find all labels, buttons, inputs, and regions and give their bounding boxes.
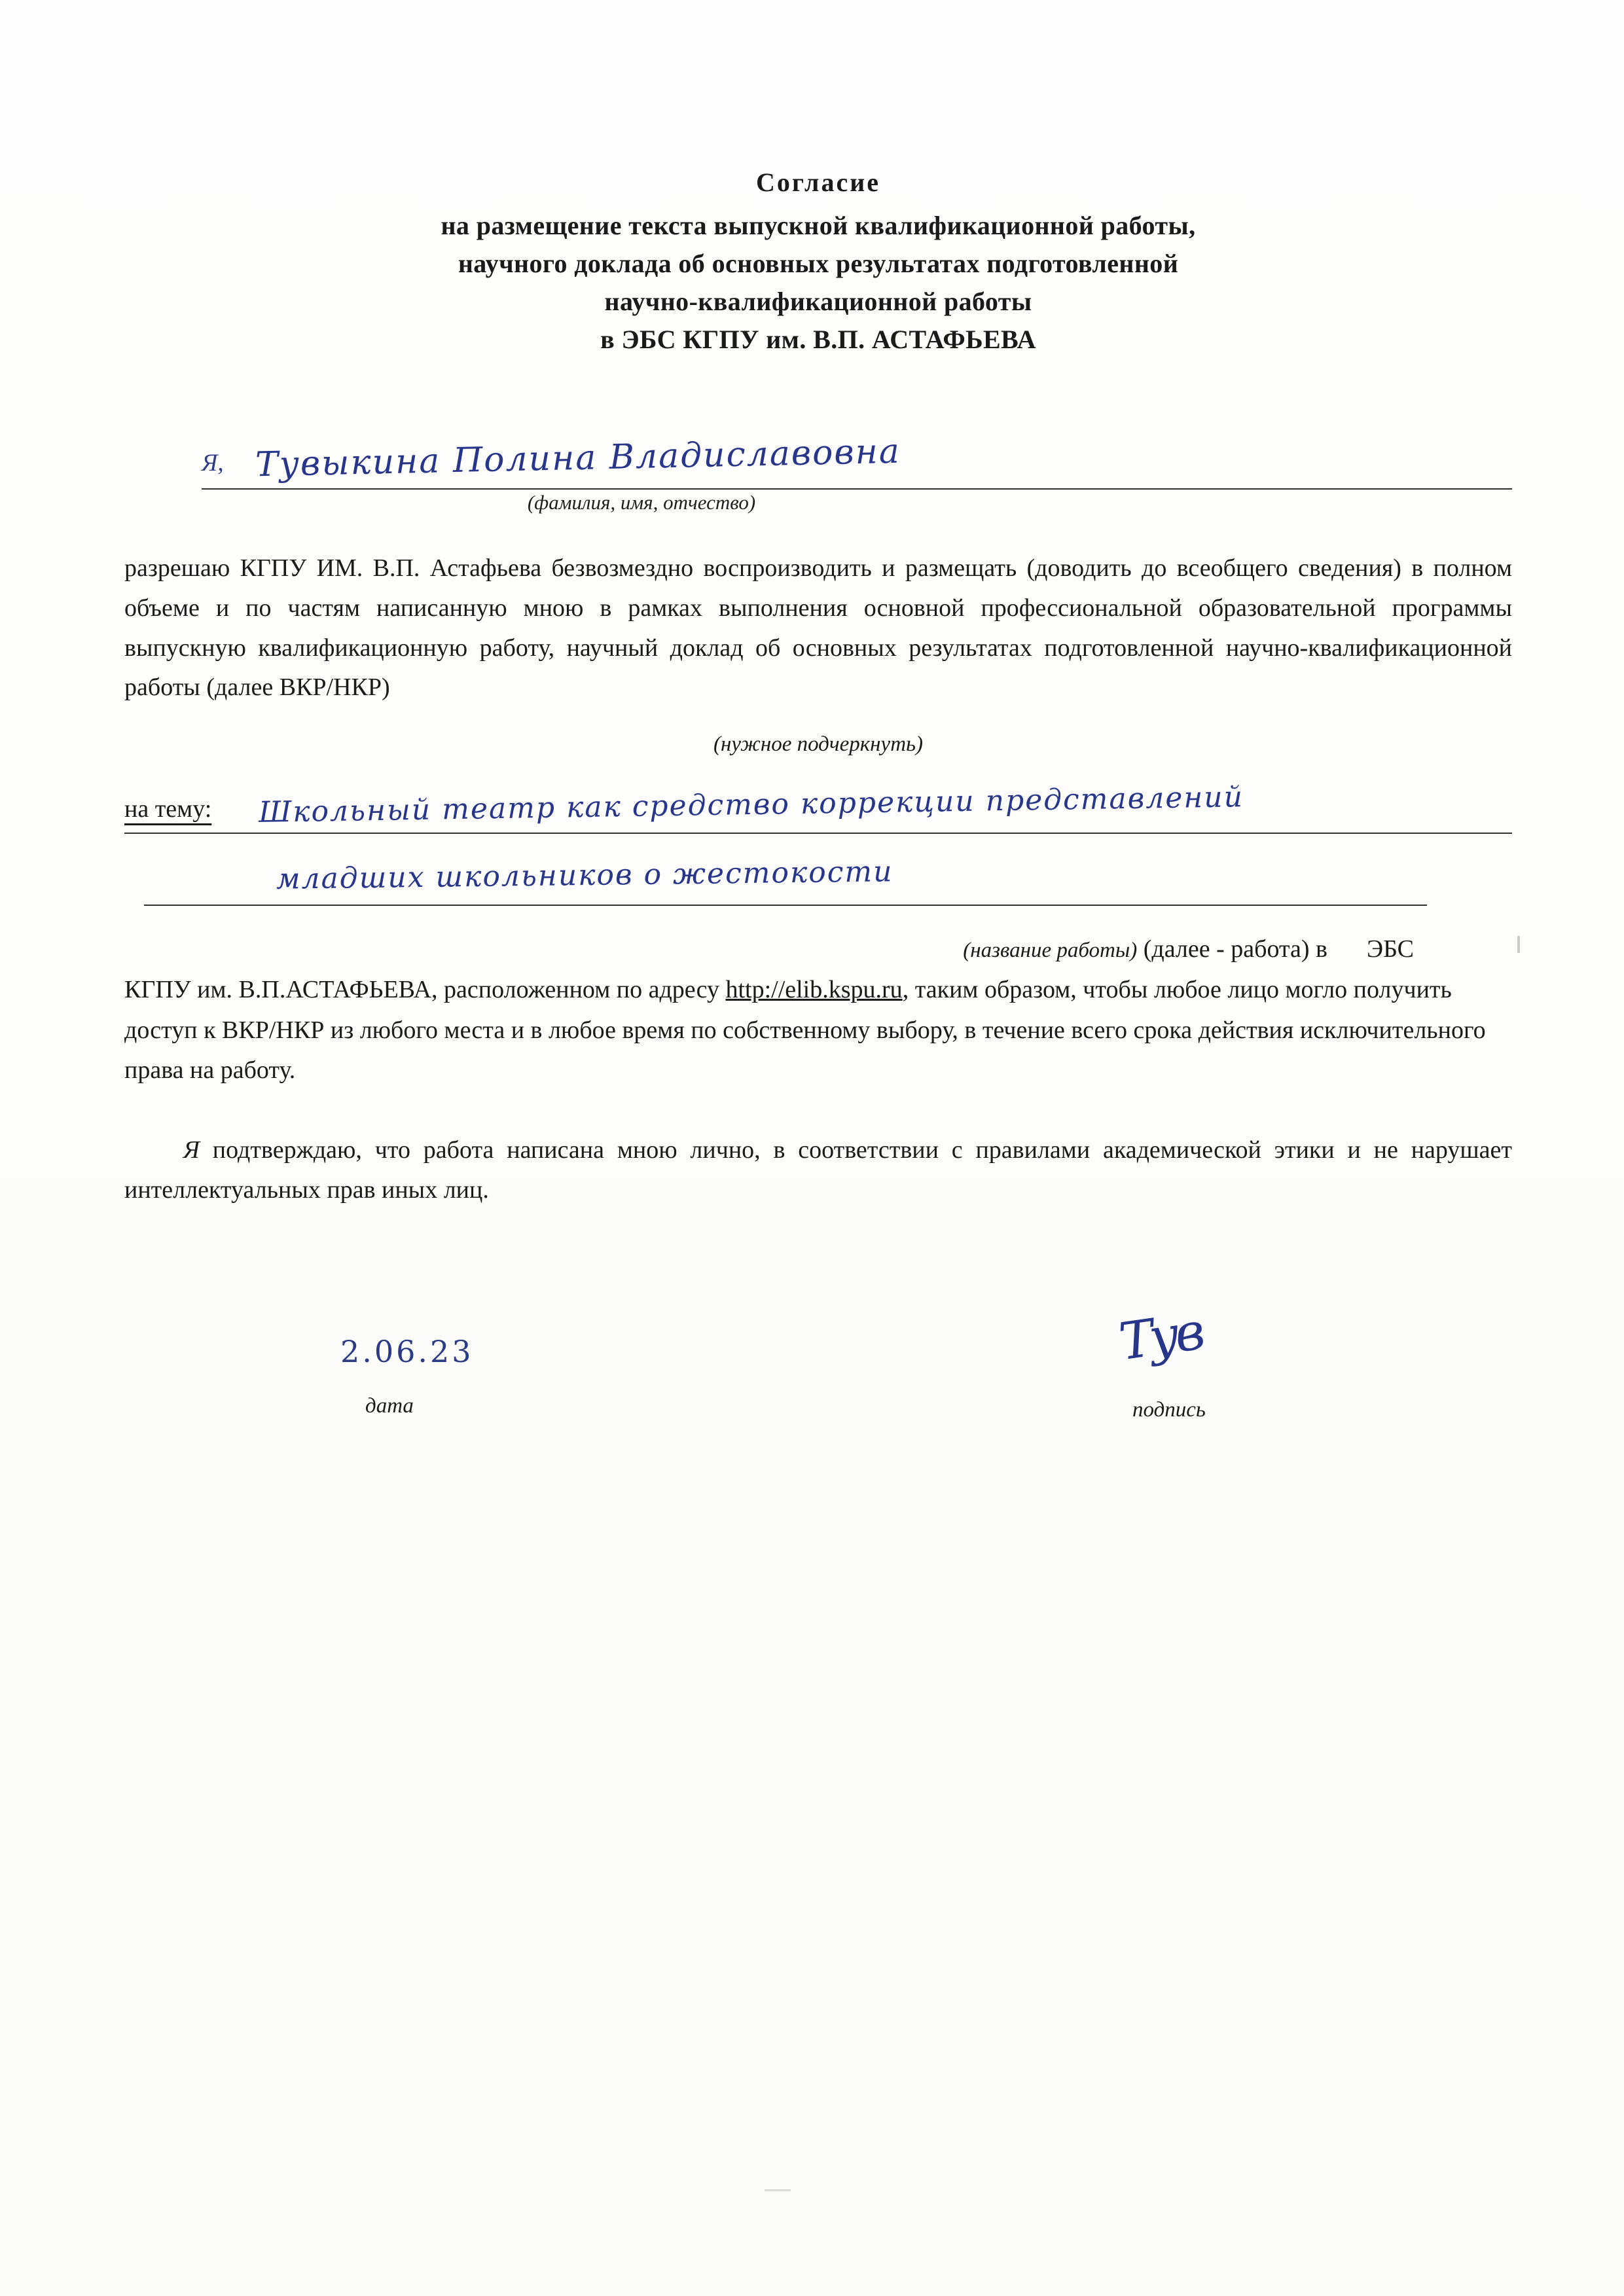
title-line-2: на размещение текста выпускной квалификационной работы,	[441, 211, 1196, 240]
workname-after-caption: (далее - работа) в	[1137, 935, 1327, 963]
topic-field-label: на тему:	[124, 795, 212, 823]
scan-artifact-right	[1517, 936, 1520, 953]
name-field-caption: (фамилия, имя, отчество)	[527, 491, 756, 514]
name-field-row	[124, 431, 1512, 514]
signature-handwritten-value: Тув	[1115, 1302, 1205, 1372]
topic-rule-1	[124, 833, 1512, 834]
topic-rule-2	[144, 905, 1427, 906]
date-caption: дата	[365, 1394, 414, 1418]
elib-link[interactable]: http://elib.kspu.ru	[725, 976, 903, 1004]
signature-zone	[124, 1302, 1512, 1491]
title-line-3: научного доклада об основных результатах подготовленной	[458, 249, 1179, 278]
address-text-after-link: , таким образом, чтобы любое лицо могло получить доступ к ВКР/НКР из любого места и в любое время по собственному выбору, в течение всего срока действия исключительного права на работу.	[124, 976, 1486, 1085]
address-text-before-link: КГПУ им. В.П.АСТАФЬЕВА, расположенном по адресу	[124, 976, 726, 1004]
document-content	[124, 164, 1512, 1491]
name-field-prefix-label: Я,	[202, 450, 224, 476]
name-field-rule	[202, 488, 1512, 490]
topic-field-block	[124, 780, 1512, 916]
signature-caption: подпись	[1132, 1398, 1206, 1422]
name-field-handwritten-value: Тувыкина Полина Владиславовна	[255, 431, 901, 485]
confirmation-paragraph	[124, 1130, 1512, 1210]
date-handwritten-value: 2.06.23	[340, 1334, 474, 1370]
confirmation-text: подтверждаю, что работа написана мною лично, в соответствии с правилами академической этики и не нарушает интеллектуальных прав иных лиц.	[124, 1136, 1512, 1204]
document-title-block	[124, 164, 1512, 359]
underline-note: (нужное подчеркнуть)	[713, 732, 924, 757]
title-line-4: научно-квалификационной работы	[604, 287, 1032, 316]
workname-caption-row	[124, 935, 1512, 963]
permission-paragraph: разрешаю КГПУ ИМ. В.П. Астафьева безвозмездно воспроизводить и размещать (доводить до всеобщего сведения) в полном объеме и по частям написанную мною в рамках выполнения основной профессиональной образовательной программы выпускную квалификационную работу, научный доклад об основных результатах подготовленной научно-квалификационной работы (далее ВКР/НКР)	[124, 554, 1512, 702]
title-line-1: Согласие	[755, 168, 880, 197]
scan-artifact-bottom	[765, 2189, 791, 2191]
workname-ebs: ЭБС	[1367, 935, 1414, 963]
address-paragraph	[124, 970, 1512, 1091]
topic-handwritten-line-2: младших школьников о жестокости	[276, 855, 893, 896]
title-line-5: в ЭБС КГПУ им. В.П. АСТАФЬЕВА	[600, 325, 1036, 354]
topic-handwritten-line-1: Школьный театр как средство коррекции представлений	[258, 780, 1244, 830]
workname-caption: (название работы)	[963, 939, 1138, 963]
confirmation-lead: Я	[183, 1136, 200, 1164]
